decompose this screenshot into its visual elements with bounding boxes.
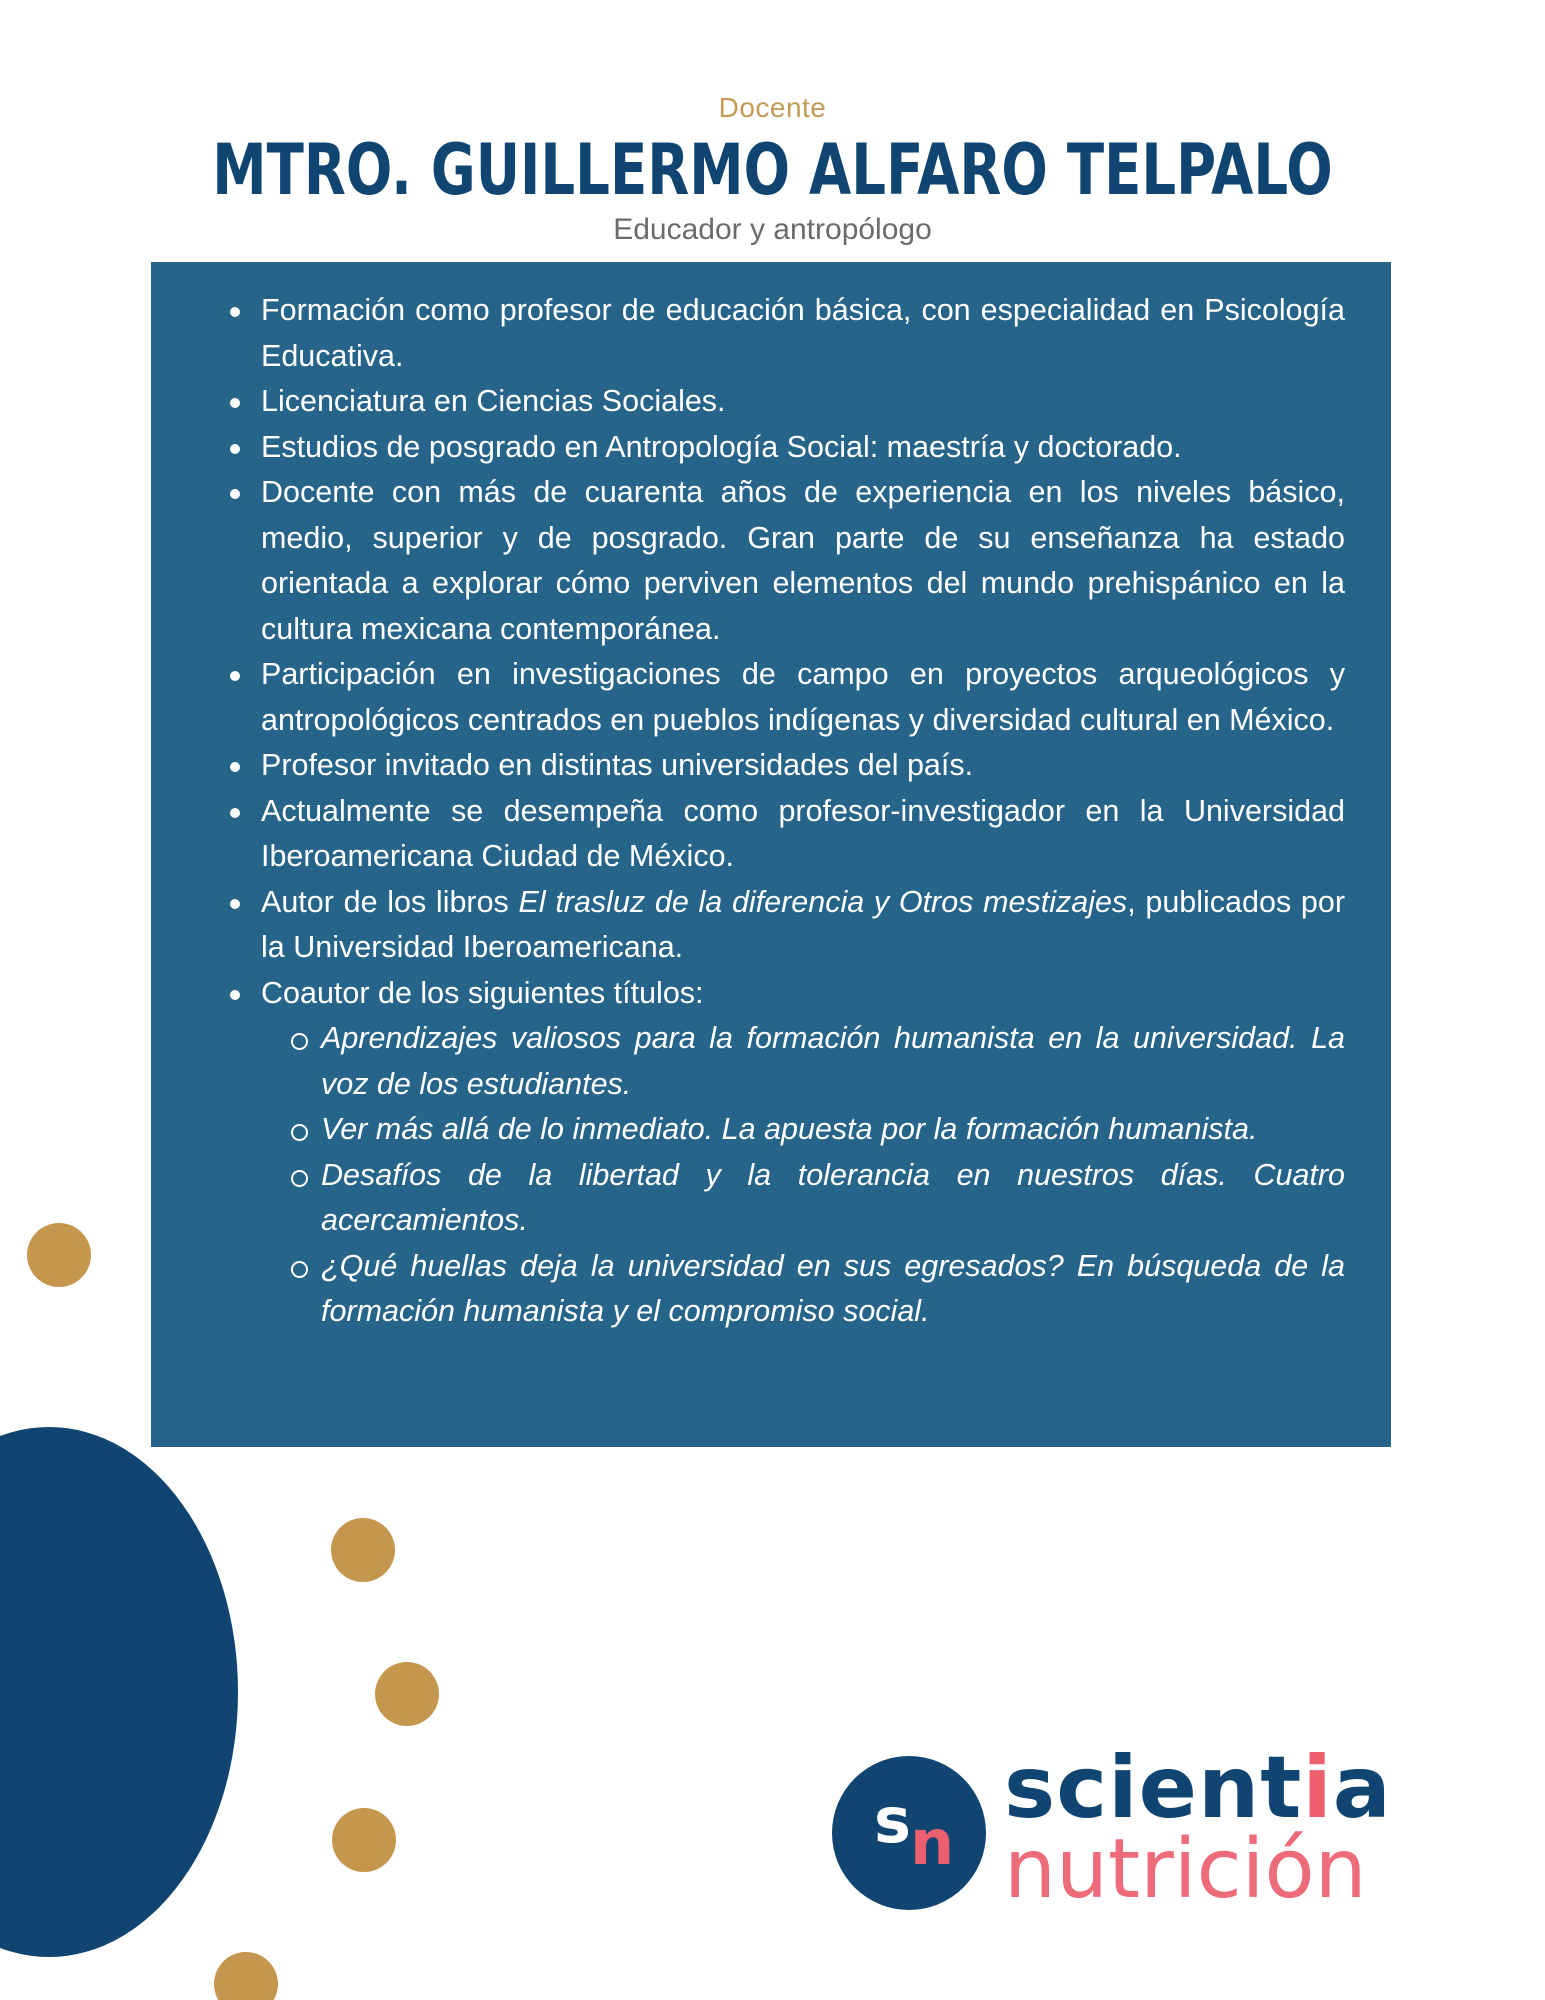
gold-dot-decoration <box>332 1808 396 1872</box>
list-item: Actualmente se desempeña como profesor-investigador en la Universidad Iberoamericana Ciudad de México. <box>261 789 1345 880</box>
gold-dot-decoration <box>375 1662 439 1726</box>
gold-dot-decoration <box>27 1223 91 1287</box>
logo-top-b: a <box>1332 1738 1392 1838</box>
books-suffix: , publicados por la Universidad Iberoamericana. <box>261 884 1345 964</box>
coauthor-label: Coautor de los siguientes títulos: <box>261 975 704 1010</box>
list-item: Participación en investigaciones de campo en proyectos arqueológicos y antropológicos centrados en pueblos indígenas y diversidad cultural en México. <box>261 652 1345 743</box>
list-item-books <box>261 880 1345 971</box>
gold-dot-decoration <box>214 1952 278 2000</box>
logo-top-a: scient <box>1004 1738 1303 1838</box>
bio-list <box>261 288 1345 1335</box>
list-item-coauthor <box>261 971 1345 1335</box>
page-title: MTRO. GUILLERMO ALFARO TELPALO <box>212 129 1333 211</box>
coauthor-title: Ver más allá de lo inmediato. La apuesta por la formación humanista. <box>321 1107 1345 1153</box>
logo-top-accent: i <box>1302 1738 1333 1838</box>
coauthor-title: Aprendizajes valiosos para la formación humanista en la universidad. La voz de los estudiantes. <box>321 1016 1345 1107</box>
coauthor-title: Desafíos de la libertad y la tolerancia en nuestros días. Cuatro acercamientos. <box>321 1153 1345 1244</box>
gold-dot-decoration <box>331 1518 395 1582</box>
list-item: Formación como profesor de educación básica, con especialidad en Psicología Educativa. <box>261 288 1345 379</box>
list-item: Licenciatura en Ciencias Sociales. <box>261 379 1345 425</box>
logo-wordmark-bottom: nutrición <box>1004 1822 1367 1917</box>
list-item: Estudios de posgrado en Antropología Social: maestría y doctorado. <box>261 425 1345 471</box>
list-item: Docente con más de cuarenta años de experiencia en los niveles básico, medio, superior y de posgrado. Gran parte de su enseñanza ha estado orientada a explorar cómo perviven elementos del mundo prehispánico en la cultura mexicana contemporánea. <box>261 470 1345 652</box>
logo-mark <box>832 1756 986 1910</box>
subtitle: Educador y antropólogo <box>613 213 932 246</box>
navy-circle-decoration <box>0 1427 238 1957</box>
bio-panel <box>151 262 1391 1447</box>
list-item: Profesor invitado en distintas universidades del país. <box>261 743 1345 789</box>
logo-mark-s: s <box>874 1784 911 1857</box>
coauthor-title: ¿Qué huellas deja la universidad en sus egresados? En búsqueda de la formación humanista y el compromiso social. <box>321 1244 1345 1335</box>
logo-mark-n: n <box>910 1806 955 1879</box>
role-label: Docente <box>718 92 827 123</box>
books-prefix: Autor de los libros <box>261 884 509 919</box>
coauthor-list <box>261 1016 1345 1335</box>
books-title: El trasluz de la diferencia y Otros mestizajes <box>518 884 1128 919</box>
